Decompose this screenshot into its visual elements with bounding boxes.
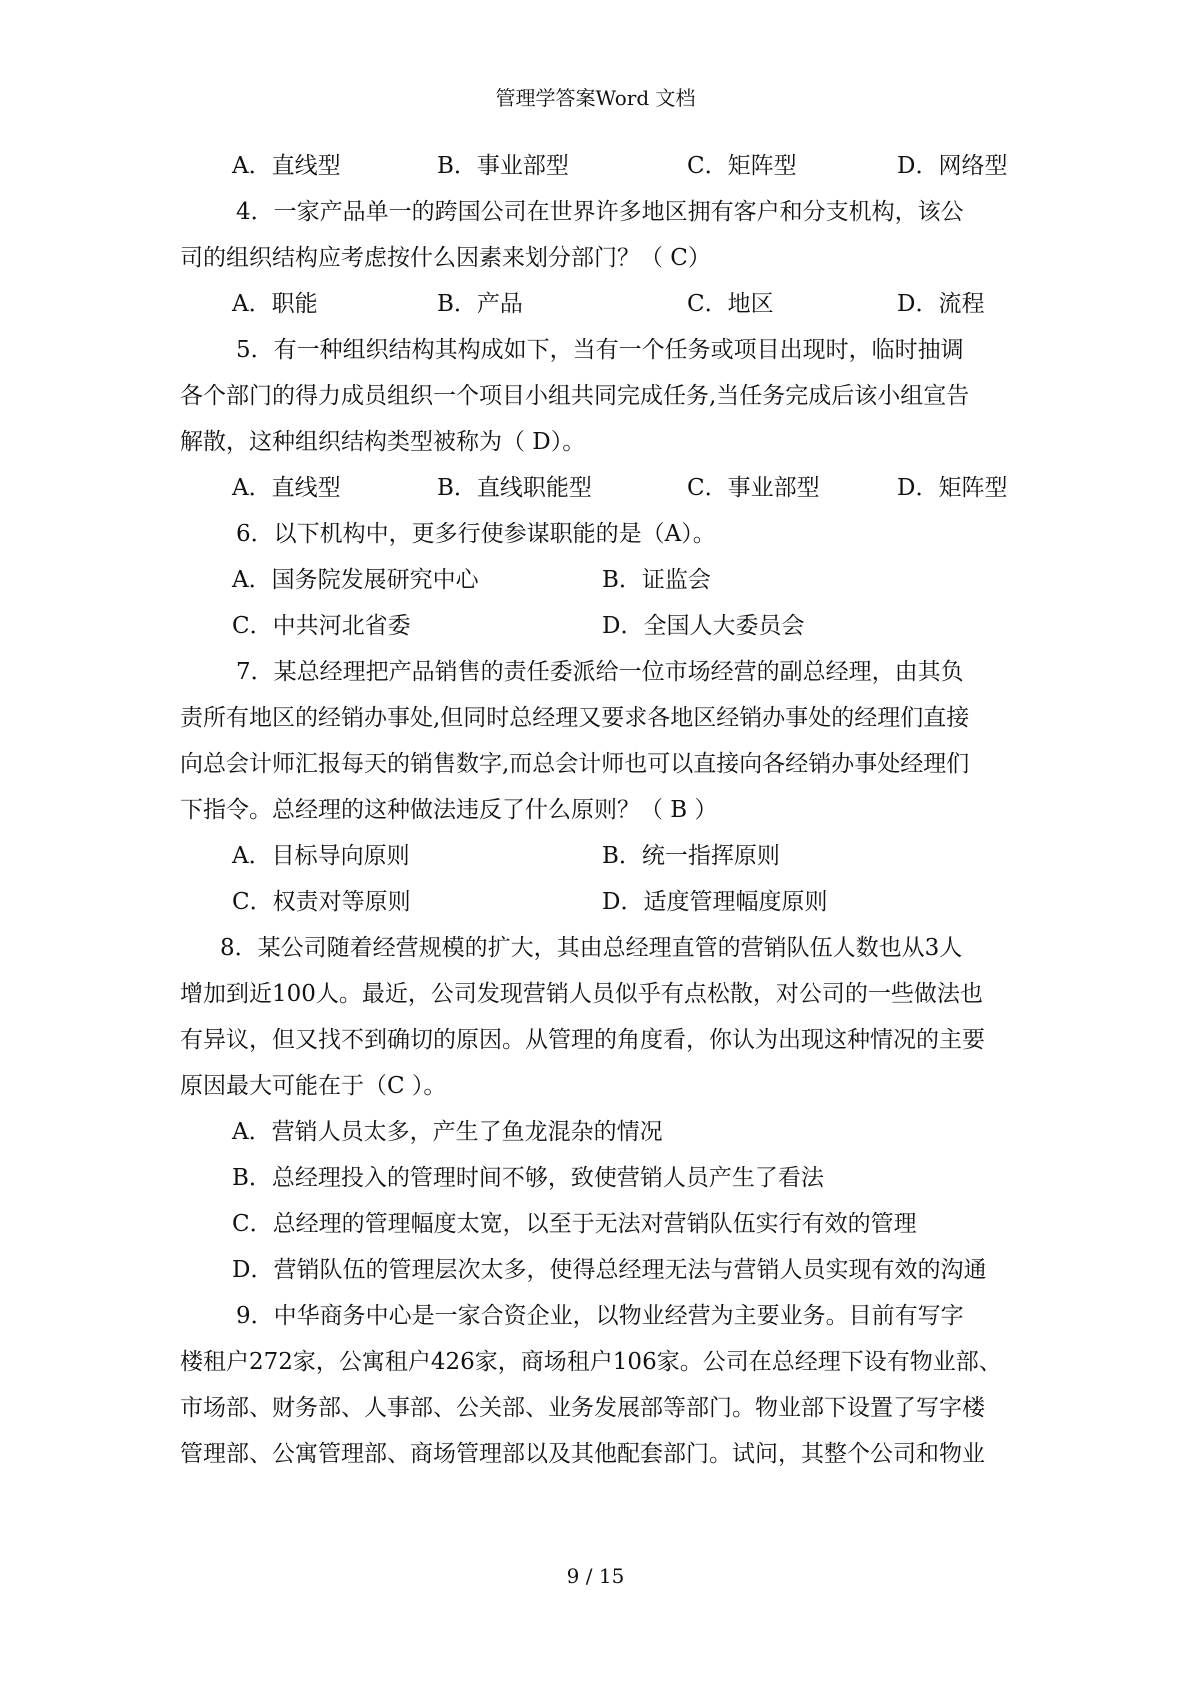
option-b: B．产品 bbox=[437, 291, 523, 317]
question-4-line: 司的组织结构应考虑按什么因素来划分部门？（ C） bbox=[180, 245, 711, 271]
question-7-line: 向总会计师汇报每天的销售数字,而总会计师也可以直接向各经销办事处经理们 bbox=[180, 751, 970, 777]
q5-options bbox=[180, 465, 1020, 511]
q8-option-b bbox=[180, 1155, 1020, 1201]
option-b: B．总经理投入的管理时间不够，致使营销人员产生了看法 bbox=[232, 1165, 824, 1191]
option-a: A．营销人员太多，产生了鱼龙混杂的情况 bbox=[232, 1119, 663, 1145]
question-5-line: 解散，这种组织结构类型被称为（ D）。 bbox=[180, 429, 586, 455]
option-c: C．矩阵型 bbox=[687, 153, 797, 179]
option-b: B．证监会 bbox=[602, 567, 711, 593]
question-8-line: 8．某公司随着经营规模的扩大，其由总经理直管的营销队伍人数也从3人 bbox=[220, 935, 963, 961]
question-9-line: 9．中华商务中心是一家合资企业，以物业经营为主要业务。目前有写字 bbox=[236, 1303, 964, 1329]
q4-options bbox=[180, 281, 1020, 327]
option-a: A．国务院发展研究中心 bbox=[232, 567, 479, 593]
option-a: A．直线型 bbox=[232, 153, 341, 179]
option-c: C．地区 bbox=[687, 291, 774, 317]
option-d: D．适度管理幅度原则 bbox=[602, 889, 828, 915]
option-c: C．权责对等原则 bbox=[232, 889, 411, 915]
document-body bbox=[180, 143, 1020, 1477]
q8-option-a bbox=[180, 1109, 1020, 1155]
question-9-line: 楼租户272家，公寓租户426家，商场租户106家。公司在总经理下设有物业部、 bbox=[180, 1349, 1002, 1375]
option-b: B．直线职能型 bbox=[437, 475, 592, 501]
question-7-line: 下指令。总经理的这种做法违反了什么原则？（ B ） bbox=[180, 797, 718, 823]
question-5-line: 5．有一种组织结构其构成如下，当有一个任务或项目出现时，临时抽调 bbox=[236, 337, 964, 363]
question-6-line: 6．以下机构中，更多行使参谋职能的是（A）。 bbox=[236, 521, 716, 547]
question-7-line: 7．某总经理把产品销售的责任委派给一位市场经营的副总经理，由其负 bbox=[236, 659, 964, 685]
option-c: C．中共河北省委 bbox=[232, 613, 411, 639]
option-d: D．网络型 bbox=[897, 153, 1008, 179]
option-a: A．目标导向原则 bbox=[232, 843, 410, 869]
q6-options-row1 bbox=[180, 557, 1020, 603]
option-c: C．总经理的管理幅度太宽，以至于无法对营销队伍实行有效的管理 bbox=[232, 1211, 917, 1237]
question-4-line: 4．一家产品单一的跨国公司在世界许多地区拥有客户和分支机构，该公 bbox=[236, 199, 964, 225]
option-d: D．全国人大委员会 bbox=[602, 613, 805, 639]
option-c: C．事业部型 bbox=[687, 475, 820, 501]
question-8-line: 增加到近100人。最近，公司发现营销人员似乎有点松散，对公司的一些做法也 bbox=[180, 981, 983, 1007]
option-a: A．职能 bbox=[232, 291, 318, 317]
option-a: A．直线型 bbox=[232, 475, 341, 501]
option-d: D．营销队伍的管理层次太多，使得总经理无法与营销人员实现有效的沟通 bbox=[232, 1257, 987, 1283]
option-d: D．矩阵型 bbox=[897, 475, 1008, 501]
q8-option-c bbox=[180, 1201, 1020, 1247]
q6-options-row2 bbox=[180, 603, 1020, 649]
question-9-line: 市场部、财务部、人事部、公关部、业务发展部等部门。物业部下设置了写字楼 bbox=[180, 1395, 985, 1421]
option-d: D．流程 bbox=[897, 291, 985, 317]
question-8-line: 原因最大可能在于（C ）。 bbox=[180, 1073, 447, 1099]
question-9-line: 管理部、公寓管理部、商场管理部以及其他配套部门。试问，其整个公司和物业 bbox=[180, 1441, 985, 1467]
option-b: B．事业部型 bbox=[437, 153, 569, 179]
option-b: B．统一指挥原则 bbox=[602, 843, 780, 869]
q8-option-d bbox=[180, 1247, 1020, 1293]
question-7-line: 责所有地区的经销办事处,但同时总经理又要求各地区经销办事处的经理们直接 bbox=[180, 705, 970, 731]
question-5-line: 各个部门的得力成员组织一个项目小组共同完成任务,当任务完成后该小组宣告 bbox=[180, 383, 970, 409]
q7-options-row1 bbox=[180, 833, 1020, 879]
page-header: 管理学答案Word 文档 bbox=[495, 86, 696, 110]
question-8-line: 有异议，但又找不到确切的原因。从管理的角度看，你认为出现这种情况的主要 bbox=[180, 1027, 985, 1053]
q3-options bbox=[180, 143, 1020, 189]
page-number: 9 / 15 bbox=[566, 1564, 625, 1588]
q7-options-row2 bbox=[180, 879, 1020, 925]
